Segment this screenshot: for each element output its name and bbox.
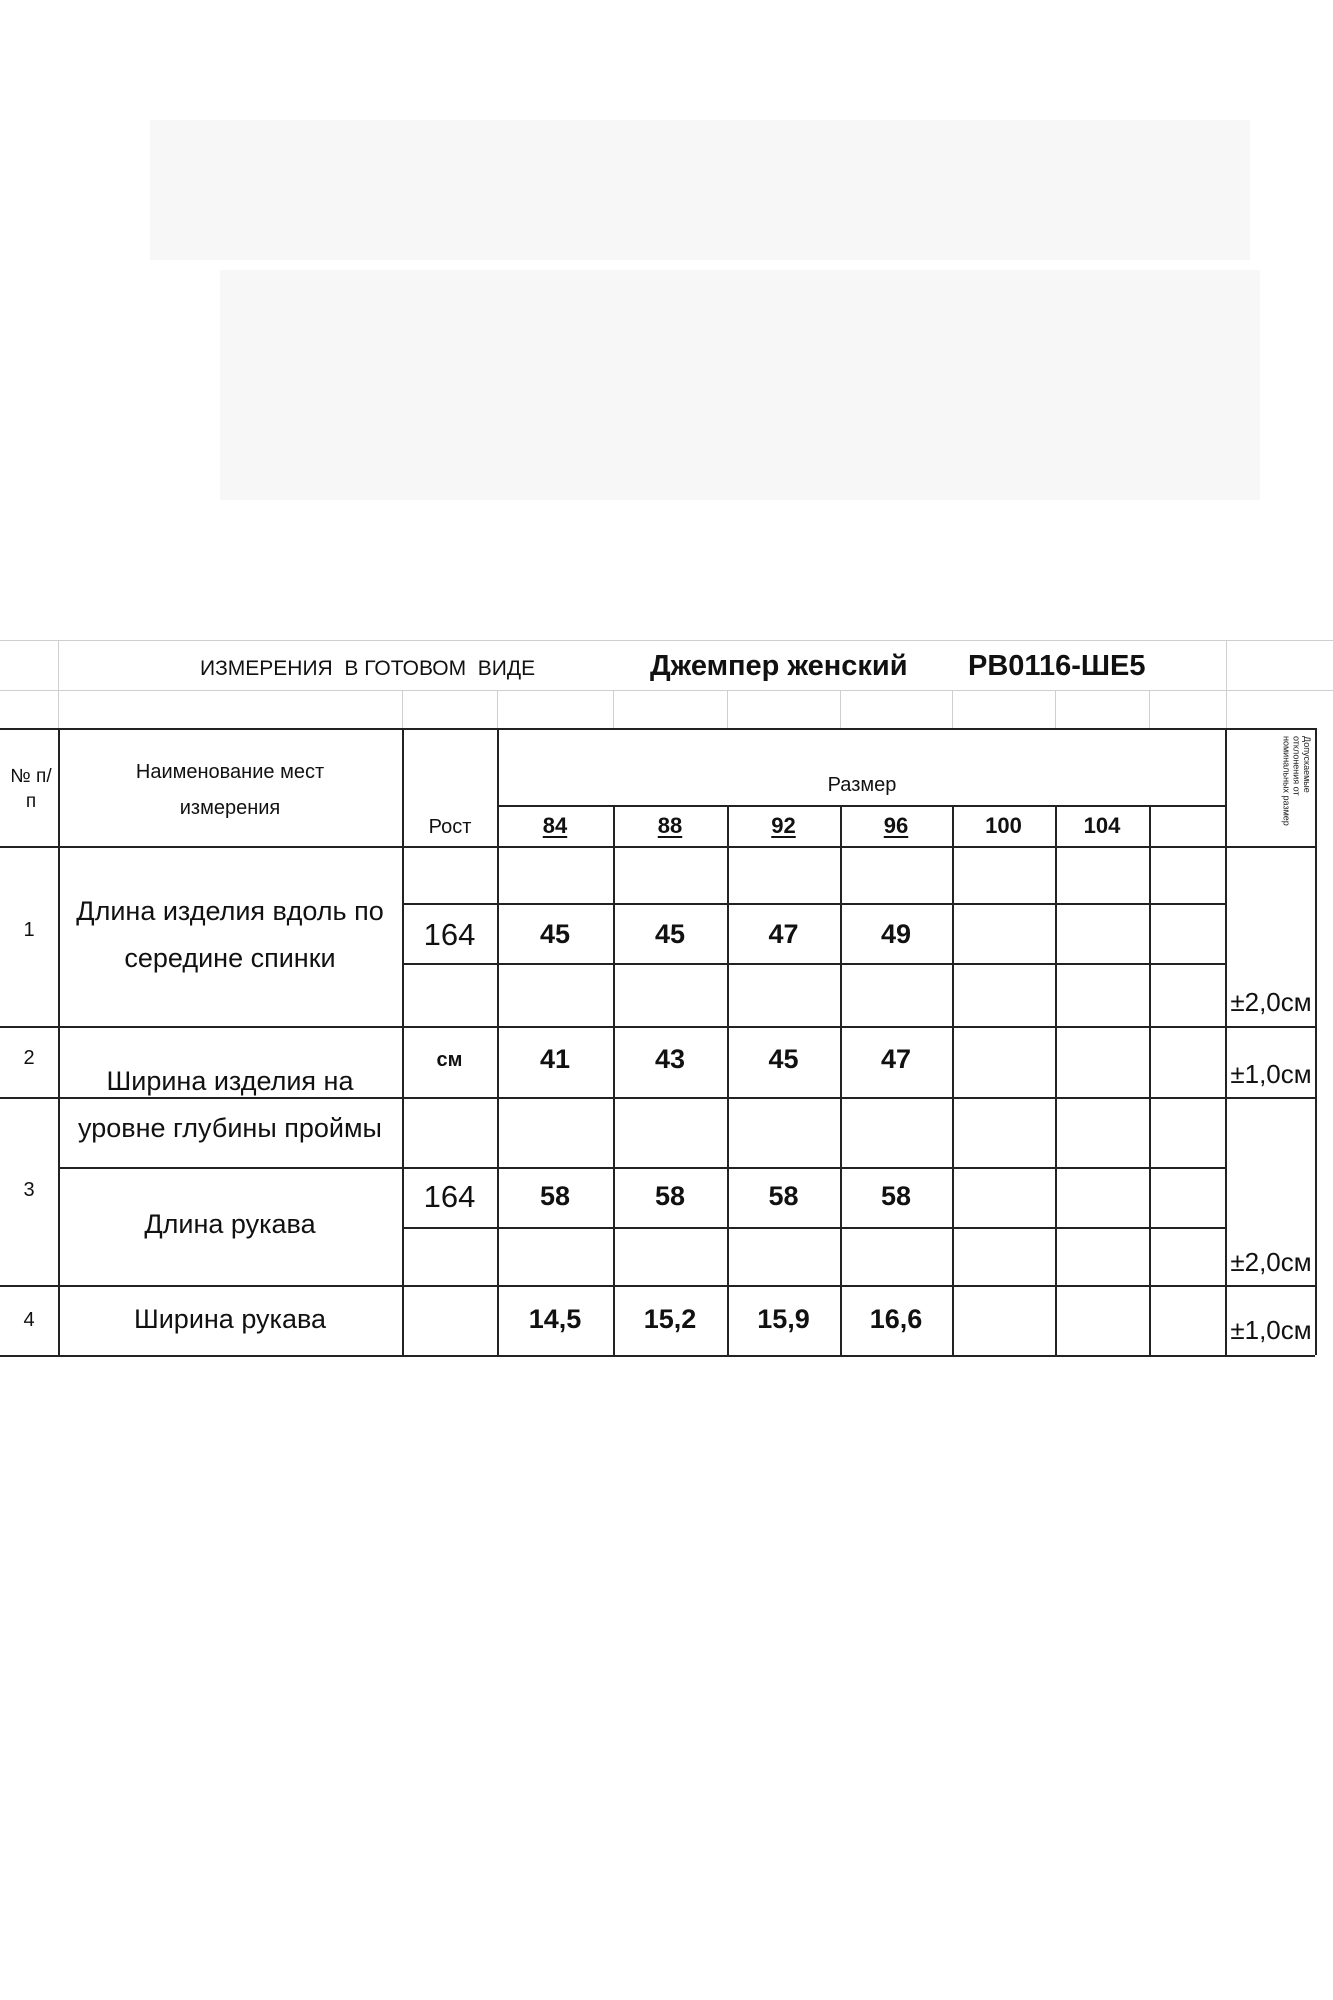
row-value: 15,2 [643,1304,697,1335]
row-number: 4 [23,1309,35,1331]
row-value: 58 [539,1181,571,1212]
table-border [58,1167,1225,1169]
gridline [1055,690,1056,728]
row-tolerance: ±2,0см [1230,1247,1312,1278]
table-border [0,1026,1315,1028]
row-name: Длина рукава [144,1209,316,1240]
gridline [727,690,728,728]
table-border [0,1355,1315,1357]
size-label: 96 [883,812,909,838]
gridline [952,690,953,728]
row-value: 14,5 [528,1304,582,1335]
gridline [0,690,1333,691]
table-border [497,805,1225,807]
table-border [0,1285,1315,1287]
row-tolerance: ±1,0см [1230,1059,1312,1090]
size-label: 100 [985,812,1022,838]
product-title: Джемпер женский [650,650,908,683]
table-border [1315,728,1317,1355]
gridline [613,690,614,728]
table-border [1225,728,1227,1355]
row-value: 43 [654,1044,686,1075]
row-value: 58 [768,1181,799,1212]
row-value: 16,6 [869,1304,923,1335]
header-height: Рост [428,816,472,838]
gridline [497,690,498,728]
header-number: № п/п [10,766,52,812]
gridline [840,690,841,728]
row-value: 15,9 [757,1304,810,1335]
table-border [402,1227,1225,1229]
background-ghost-block [150,120,1250,260]
row-name: Ширина изделия на уровне глубины проймы [78,1065,382,1143]
header-place: Наименование мест измерения [135,761,325,819]
row-value: 58 [654,1181,686,1212]
size-label: 88 [657,812,683,838]
table-border [0,728,1315,730]
gridline [0,640,1333,641]
gridline [402,690,403,728]
row-tolerance: ±2,0см [1230,987,1312,1018]
row-name: Ширина рукава [133,1304,327,1335]
row-number: 2 [23,1047,35,1069]
row-value: 58 [880,1181,912,1212]
row-value: 45 [768,1044,799,1075]
row-value: 49 [880,919,912,950]
header-size: Размер [827,774,897,796]
table-border [58,728,60,1355]
row-height: 164 [423,916,476,952]
row-value: 47 [768,919,799,950]
header-tolerance: Допускаемые отклонения от номинальных размер [1281,736,1312,826]
row-number: 1 [23,919,35,941]
measurement-table [0,640,1333,1360]
row-value: 41 [539,1044,571,1075]
table-border [1149,805,1151,1355]
table-border [402,963,1225,965]
size-label: 104 [1083,812,1121,838]
measurements-label: ИЗМЕРЕНИЯ В ГОТОВОМ ВИДЕ [200,657,536,681]
product-code: РВ0116-ШЕ5 [968,650,1146,683]
row-name: Длина изделия вдоль по середине спинки [76,895,384,973]
row-height: см [436,1049,463,1071]
table-border [402,903,1225,905]
row-value: 45 [539,919,571,950]
row-value: 45 [654,919,686,950]
row-height: 164 [423,1178,476,1214]
table-border [1055,805,1057,1355]
size-label: 92 [771,812,796,838]
gridline [58,640,59,728]
table-border [0,846,1315,848]
size-label [1149,810,1225,842]
background-ghost-block [220,270,1260,500]
table-border [952,805,954,1355]
gridline [1149,690,1150,728]
row-tolerance: ±1,0см [1230,1315,1312,1346]
size-label: 84 [542,812,568,838]
gridline [1226,640,1227,728]
row-number: 3 [23,1179,35,1201]
row-value: 47 [880,1044,912,1075]
